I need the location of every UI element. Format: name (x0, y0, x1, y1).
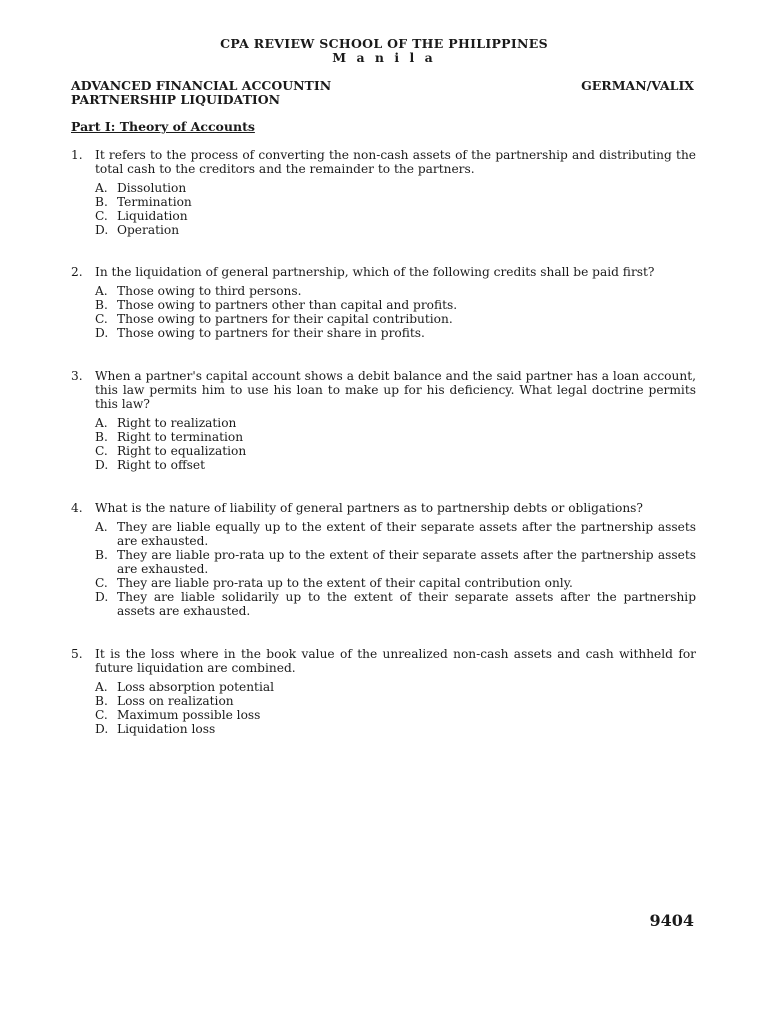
question-3 (71, 369, 696, 472)
option-text: Those owing to partners other than capital and profits. (117, 298, 458, 312)
option (95, 458, 696, 472)
question-stem: It refers to the process of converting the non-cash assets of the partnership and distributing the total cash to the creditors and the remainder to the partners. (95, 148, 696, 176)
question-stem: It is the loss where in the book value of the unrealized non-cash assets and cash withheld for future liquidation are combined. (95, 647, 696, 675)
option-text: They are liable solidarily up to the extent of their separate assets after the partnership assets are exhausted. (117, 590, 696, 618)
part-title: Part I: Theory of Accounts (71, 119, 255, 134)
option-text: Right to equalization (117, 444, 247, 458)
question-number: 2. (71, 265, 83, 279)
option-text: Termination (117, 195, 192, 209)
option-letter: A. (95, 181, 108, 195)
option (95, 722, 696, 736)
school-city: M a n i l a (332, 50, 436, 65)
authors: GERMAN/VALIX (581, 78, 694, 93)
option (95, 223, 696, 237)
option-text: Right to termination (117, 430, 244, 444)
option (95, 430, 696, 444)
option-text: Right to realization (117, 416, 237, 430)
option-text: Those owing to partners for their share in profits. (117, 326, 425, 340)
option-letter: B. (95, 430, 108, 444)
option-list (95, 181, 696, 237)
option-text: They are liable pro-rata up to the extent of their separate assets after the partnership assets are exhausted. (117, 548, 696, 576)
question-stem: When a partner's capital account shows a debit balance and the said partner has a loan account, this law permits him to use his loan to make up for his deficiency. What legal doctrine permits this law? (95, 369, 696, 411)
option-text: Liquidation loss (117, 722, 216, 736)
question-number: 4. (71, 501, 83, 515)
option (95, 694, 696, 708)
option-letter: A. (95, 284, 108, 298)
topic-title: PARTNERSHIP LIQUIDATION (71, 92, 281, 107)
option (95, 416, 696, 430)
question-number: 3. (71, 369, 83, 383)
option (95, 209, 696, 223)
option-text: Loss on realization (117, 694, 234, 708)
option (95, 181, 696, 195)
option-text: Those owing to third persons. (117, 284, 302, 298)
option-list (95, 520, 696, 618)
option-text: Dissolution (117, 181, 187, 195)
option (95, 284, 696, 298)
option-letter: D. (95, 326, 109, 340)
option (95, 680, 696, 694)
option-letter: A. (95, 416, 108, 430)
option (95, 708, 696, 722)
option (95, 298, 696, 312)
page-number: 9404 (649, 911, 694, 930)
option (95, 326, 696, 340)
question-1 (71, 148, 696, 237)
option-letter: B. (95, 195, 108, 209)
option-text: Loss absorption potential (117, 680, 275, 694)
option-text: Liquidation (117, 209, 188, 223)
question-number: 5. (71, 647, 83, 661)
option-text: Right to offset (117, 458, 205, 472)
option-list (95, 284, 696, 340)
option (95, 590, 696, 618)
option (95, 195, 696, 209)
option-list (95, 416, 696, 472)
option-letter: B. (95, 694, 108, 708)
question-5 (71, 647, 696, 736)
option-letter: D. (95, 590, 109, 604)
question-4 (71, 501, 696, 618)
option-letter: C. (95, 708, 108, 722)
option-letter: D. (95, 223, 109, 237)
option-letter: A. (95, 680, 108, 694)
option-letter: C. (95, 312, 108, 326)
subject-title: ADVANCED FINANCIAL ACCOUNTIN (71, 78, 332, 93)
option (95, 520, 696, 548)
question-number: 1. (71, 148, 83, 162)
option (95, 576, 696, 590)
option-letter: A. (95, 520, 108, 534)
option-text: Operation (117, 223, 180, 237)
option-letter: B. (95, 298, 108, 312)
option (95, 312, 696, 326)
option-letter: D. (95, 458, 109, 472)
option-letter: C. (95, 576, 108, 590)
option-letter: C. (95, 209, 108, 223)
question-stem: What is the nature of liability of general partners as to partnership debts or obligations? (95, 501, 643, 515)
option-letter: B. (95, 548, 108, 562)
option-text: Those owing to partners for their capital contribution. (117, 312, 453, 326)
option-letter: D. (95, 722, 109, 736)
question-stem: In the liquidation of general partnership, which of the following credits shall be paid first? (95, 265, 655, 279)
option (95, 548, 696, 576)
option-text: Maximum possible loss (117, 708, 261, 722)
option-text: They are liable pro-rata up to the extent of their capital contribution only. (117, 576, 573, 590)
school-name: CPA REVIEW SCHOOL OF THE PHILIPPINES (220, 36, 548, 51)
option-text: They are liable equally up to the extent of their separate assets after the partnership assets are exhausted. (117, 520, 696, 548)
option-list (95, 680, 696, 736)
question-2 (71, 265, 696, 340)
option (95, 444, 696, 458)
option-letter: C. (95, 444, 108, 458)
